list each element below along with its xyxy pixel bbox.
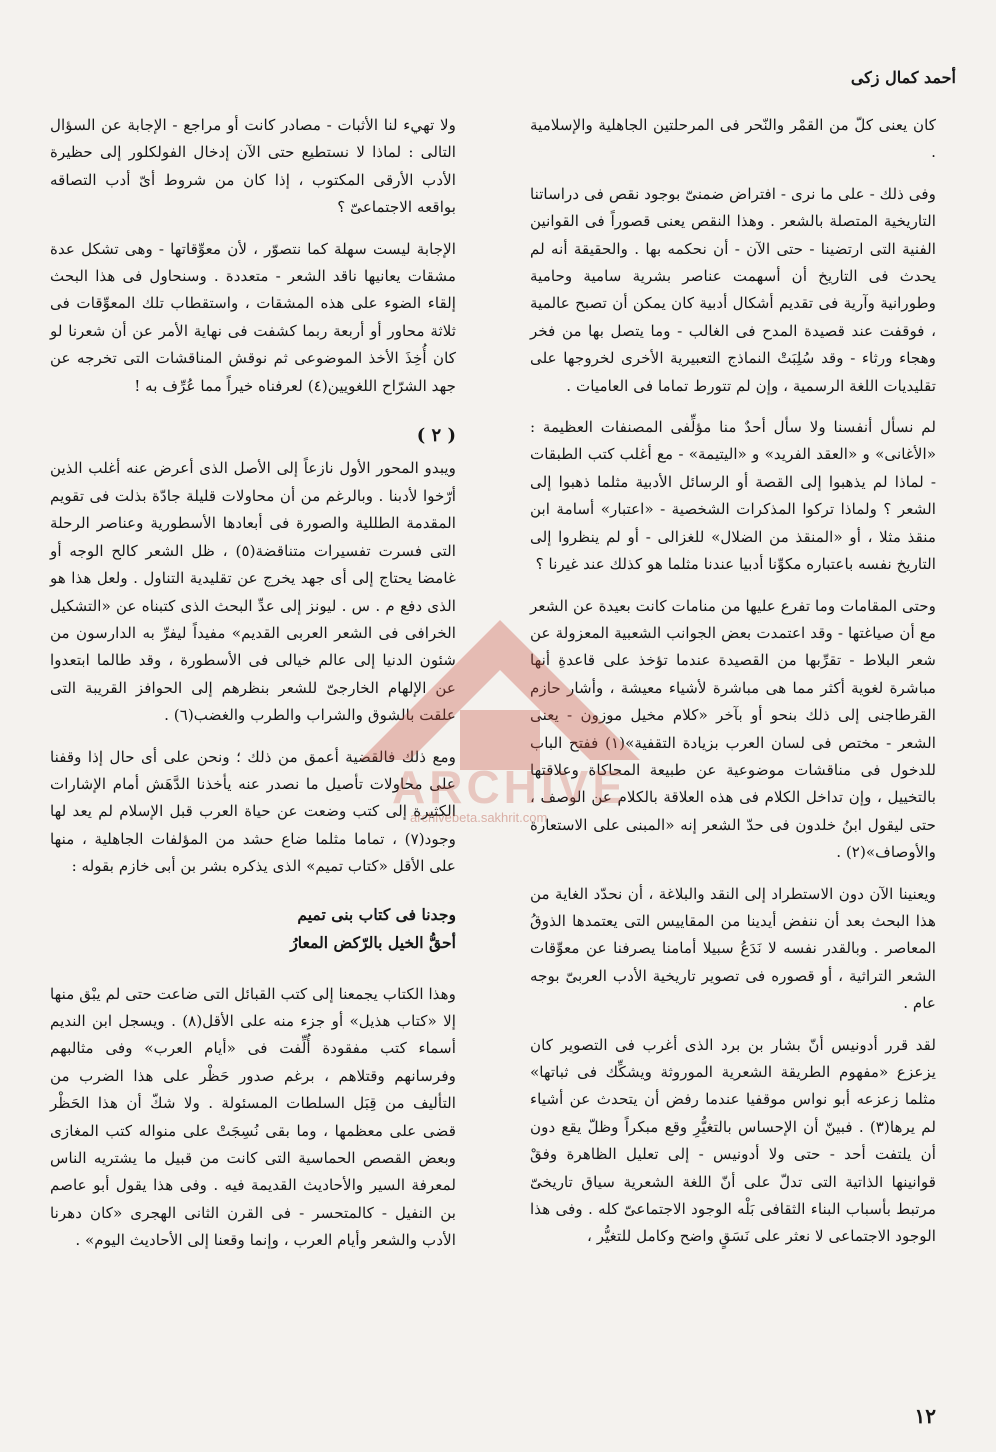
paragraph: وحتى المقامات وما تفرع عليها من منامات كانت بعيدة عن الشعر مع أن صياغتها - وقد اعتمدت بعض الجوانب الشعبية المعزولة عن شعر البلاط - تقرِّبها من القصيدة عندما تؤخذ على قاعدةِ أنها مباشرة لغوية أكثر مما هى مباشرة لأشياء معيشة ، وأشار حازم القرطاجنى إلى ذلك بنحو أو بآخر «كلام مخيل موزون - يعنى الشعر - مختص فى لسان العرب بزيادة التقفية»(١) ففتح الباب للدخول فى مناقشات موضوعية عن طبيعة المحاكاة وعلاقتها بالتخييل ، وإن تداخل الكلام فى هذه العلاقة بالكلام عن الوصف ، حتى ليقول ابنُ خلدون فى حدّ الشعر إنه «المبنى على الاستعارة والأوصاف»(٢) . [530,596,937,862]
verse-line-2: أحقُّ الخيل بالرّكض المعارُ [290,932,456,952]
page-number: ١٢ [914,1404,936,1428]
paragraph: ولا تهيء لنا الأثبات - مصادر كانت أو مراجع - الإجابة عن السؤال التالى : لماذا لا نستطيع حتى الآن إدخال الفولكلور إلى حظيرة الأدب الأرقى المكتوب ، إذا كان من شروط أىّ أدب التصاقه بواقعه الاجتماعىّ ؟ [50,116,456,217]
right-column [530,112,936,1265]
watermark-word: ARCHIVE [392,761,628,813]
paragraph: ويبدو المحور الأول نازعاً إلى الأصل الذى أعرض عنه أغلب الذين أرّخوا لأدبنا . وبالرغم من أن محاولات قليلة جادّة بذلت فى تقويم المقدمة الطللية والصورة فى أبعادها الأسطورية وعناصر الرحلة التى فسرت تفسيرات متناقضة(٥) ، ظل الشعر كالح الوجه أو غامضا يحتاج إلى أى جهد يخرج عن تقليدية التناول . ولعل هذا هو الذى دفع م . س . ليونز إلى عدِّ البحث الذى كتبناه عن «التشكيل الخرافى فى الشعر العربى القديم» مفيداً ليفرِّ به الدارسون من شئون الدنيا إلى عالم خيالى فى الأسطورة ، وقد طالما ابتعدوا عن الإلهام الخارجىّ للشعر بنظرهم إلى الحوافز القريبة التى علقت بالشوق والشراب والطرب والغضب(٦) . [50,459,456,725]
paragraph: كان يعنى كلّ من القمْر والنّحر فى المرحلتين الجاهلية والإسلامية . [530,116,936,162]
watermark-url: archivebeta.sakhrit.com [410,810,548,825]
paragraph: ويعنينا الآن دون الاستطراد إلى النقد والبلاغة ، أن نحدّد الغاية من هذا البحث بعد أن ننفض أيدينا من المقاييس التى يعتمدها الذوقُ المعاصر . وبالقدر نفسه لا نَدَعُ سبيلا أمامنا يصرفنا عن معوِّقات الشعر التراثية ، أو قصوره فى تصوير تاريخية الأدب العربىّ بوجه عام . [530,884,936,1013]
paragraph: لم نسأل أنفسنا ولا سأل أحدٌ منا مؤلِّفى المصنفات العظيمة : «الأغانى» و «العقد الفريد» و «اليتيمة» - مع أغلب كتب الطبقات - لماذا لم يذهبوا إلى القصة أو الرسائل الأدبية مثلما ذهبوا إلى الشعر ؟ ولماذا تركوا المذكرات الشخصية - «اعتبار» أسامة ابن منقذ مثلا ، أو «المنقذ من الضلال» للغزالى - أو لم ينظروا إلى التاريخ نفسه باعتباره مكوِّنا أدبيا عندنا مثلما هو كذلك عند غيرنا ؟ [530,418,936,574]
paragraph: وهذا الكتاب يجمعنا إلى كتب القبائل التى ضاعت حتى لم يبْق منها إلا «كتاب هذيل» أو جزء منه على الأقل(٨) . ويسجل ابن النديم أسماء كتب مفقودة أُلِّفت فى «أيام العرب» وفى مثالبهم وفرسانهم وقتلاهم ، برغم صدور حَظْر على هذا الضرب من التأليف من قِبَل السلطات المسئولة . ولا شكّ أن هذا الحَظْر قضى على معظمها ، وما بقى نُسِجَتْ على منواله كتب المغازى وبعض القصص الحماسية التى كانت من قبيل ما يشتريه الناس لمعرفة السير والأحاديث القديمة فيه . وفى هذا يقول أبو عاصم بن النفيل - كالمتحسر - فى القرن الثانى الهجرى «كان دهرنا الأدب والشعر وأيام العرب ، وإنما وقعنا إلى الأحاديث اليوم» . [50,984,456,1250]
left-column [50,112,456,1269]
verse-line-1: وجدنا فى كتاب بنى تميم [297,904,456,924]
section-number: ( ٢ ) [416,425,456,447]
paragraph: ومع ذلك فالقضية أعمق من ذلك ؛ ونحن على أى حال إذا وقفنا على محاولات تأصيل ما نصدر عنه يأخذنا الدَّهَش أمام الإشارات الكثيرة إلى كتب وضعت عن حياة العرب قبل الإسلام لم يعد لها وجود(٧) ، تماما مثلما ضاع حشد من المؤلفات الجاهلية ، منها على الأقل «كتاب تميم» الذى يذكره بشر بن أبى خازم بقوله : [50,747,456,876]
running-header-author: أحمد كمال زكى [850,68,956,87]
paragraph: وفى ذلك - على ما نرى - افتراض ضمنىّ بوجود نقص فى دراساتنا التاريخية المتصلة بالشعر . وهذا النقص يعنى قصوراً فى القوانين الفنية التى ارتضينا - حتى الآن - أن نحكمه بها . والحقيقة أنه لم يحدث فى التاريخ أن أسهمت عناصر بشرية سامية وحامية وطورانية وآرية فى تقديم أشكال أدبية كان يمكن أن تصبح عالمية ، فوقفت عند قصيدة المدح فى الغالب - وما يتصل بها من فخر وهجاء ورثاء - وقد سُلِبَتْ النماذج التعبيرية الأخرى لخروجها على تقليديات اللغة الرسمية ، وإن لم تتورط تماما فى العاميات . [530,184,936,395]
poetry-verse [50,901,456,957]
paragraph: الإجابة ليست سهلة كما نتصوّر ، لأن معوِّقاتها - وهى تشكل عدة مشقات يعانيها ناقد الشعر - متعددة . وسنحاول فى هذا البحث إلقاء الضوء على هذه المشقات ، واستقطاب تلك المعوِّقات فى ثلاثة محاور أو أربعة ربما كشفت فى نهاية الأمر عن أن شعرنا لو كان أُخِذَ الأخذ الموضوعى ثم نوقش المناقشات التى تخرجه عن جهد الشرّاح اللغويين(٤) لعرفناه خيراً مما عُرِّف به ! [50,239,456,395]
paragraph: لقد قرر أدونيس أنّ بشار بن برد الذى أغرب فى التصوير كان يزعزع «مفهوم الطريقة الشعرية الموروثة ويشكِّك فى ثباتها» مثلما زعزعه أبو نواس موقفيا عندما رفض أن يتحدث عن أشياء لم يرها(٣) . فبينّ أن الإحساس بالتغيُّرِ وقع مبكراً وظلّ يقع دون أن يلتفت أحد - حتى ولا أدونيس - إلى تعليل الظاهرة وفقْ قوانينها الذاتية التى تدلّ على أنّ اللغة الشعرية سياق تاريخىّ مرتبط بأسباب البناء الثقافى بَلْه الوجود الاجتماعىّ كله . وفى هذا الوجود الاجتماعى لا نعثر على نَسَقٍ واضح وكامل للتغيُّر ، [530,1035,936,1246]
